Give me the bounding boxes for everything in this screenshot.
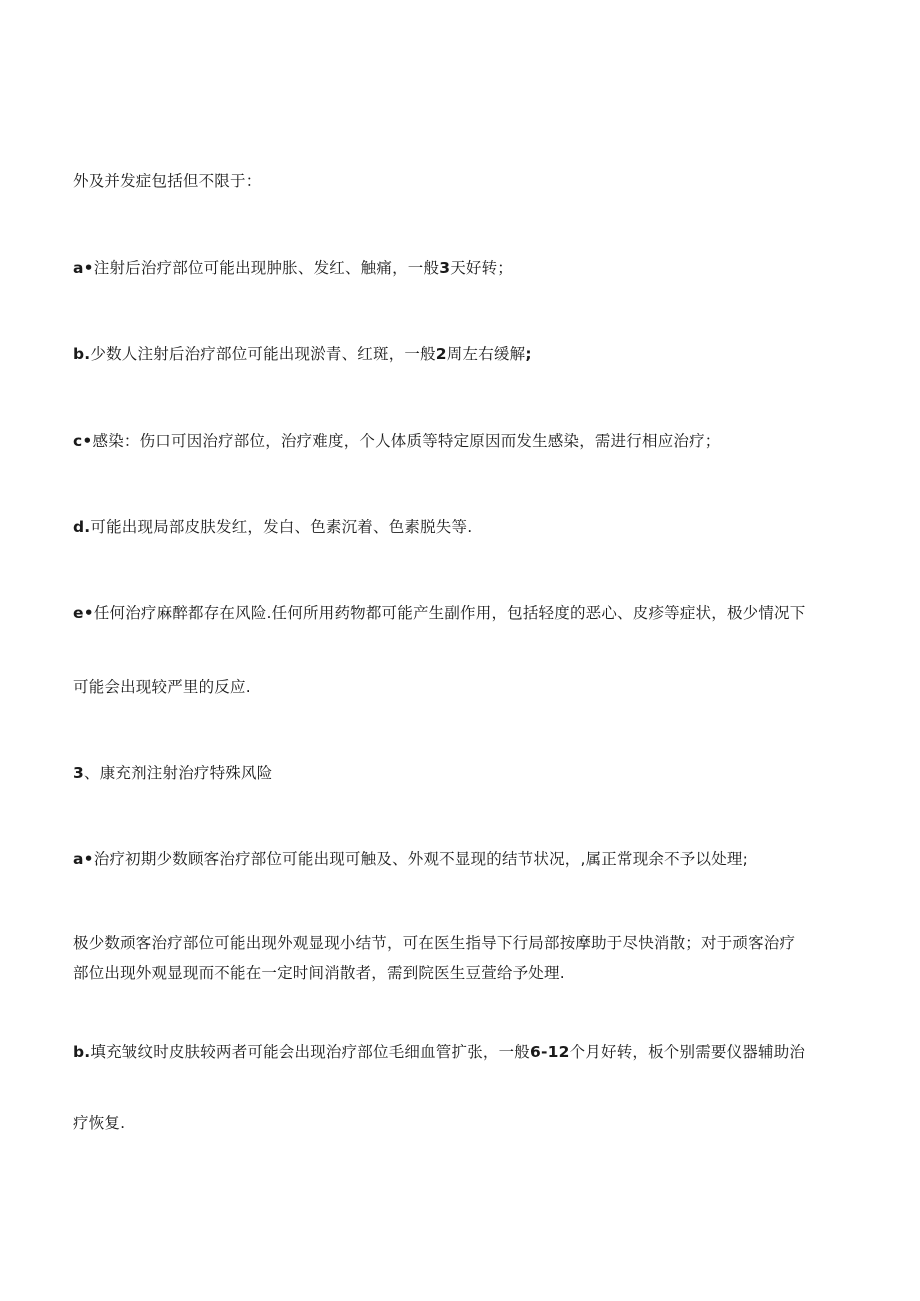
paragraph-text: 部位出现外观显现而不能在一定时间消散者，需到院医生豆萱给予处理. bbox=[73, 964, 565, 982]
section-3-item-b-continuation bbox=[73, 1112, 125, 1134]
item-number: 2 bbox=[435, 345, 447, 363]
item-text: 少数人注射后治疗部位可能出现淤青、红斑，一般 bbox=[90, 345, 436, 363]
item-marker: c• bbox=[73, 432, 93, 450]
item-number: 3 bbox=[439, 259, 451, 277]
list-item-e bbox=[73, 602, 805, 624]
item-marker: b. bbox=[73, 345, 91, 363]
item-marker: a• bbox=[73, 850, 94, 868]
item-text: 任何治疗麻醉都存在风险.任何所用药物都可能产生副作用，包括轻度的恶心、皮疹等症状，极少情况下 bbox=[93, 604, 806, 622]
item-text: 周左右缓解 bbox=[446, 345, 526, 363]
list-item-b bbox=[73, 343, 532, 365]
item-marker: d. bbox=[73, 518, 91, 536]
item-text: 注射后治疗部位可能出现肿胀、发红、触痛，一般 bbox=[93, 259, 440, 277]
item-number: 6-12 bbox=[530, 1043, 570, 1061]
list-item-a bbox=[73, 257, 513, 279]
item-text: 感染：伤口可因治疗部位，治疗难度，个人体质等特定原因而发生感染，需进行相应治疗； bbox=[92, 432, 721, 450]
section-3-paragraph-line-2 bbox=[73, 962, 565, 984]
item-marker: b. bbox=[73, 1043, 91, 1061]
item-text: 疗恢复. bbox=[73, 1114, 126, 1132]
section-number: 3 bbox=[73, 764, 84, 782]
item-text: 可能会出现较严里的反应. bbox=[73, 678, 251, 696]
section-3-paragraph-line-1 bbox=[73, 932, 795, 954]
section-title: 、康充剂注射治疗特殊风险 bbox=[84, 764, 273, 782]
list-item-e-continuation bbox=[73, 676, 251, 698]
item-text: 填充皱纹时皮肤较两者可能会出现治疗部位毛细血管扩张，一般 bbox=[90, 1043, 530, 1061]
section-3-item-a bbox=[73, 848, 748, 870]
item-marker: e• bbox=[73, 604, 94, 622]
intro-text: 外及并发症包括但不限于： bbox=[73, 172, 262, 190]
item-text: 治疗初期少数顾客治疗部位可能出现可触及、外观不显现的结节状况，,属正常现余不予以处理; bbox=[93, 850, 749, 868]
item-marker: a• bbox=[73, 259, 94, 277]
list-item-d bbox=[73, 516, 472, 538]
item-text: 个月好转，板个别需要仪器辅助治 bbox=[569, 1043, 806, 1061]
item-text: 可能出现局部皮肤发红，发白、色素沉着、色素脱失等. bbox=[90, 518, 473, 536]
intro-line bbox=[73, 170, 261, 192]
section-3-item-b bbox=[73, 1041, 805, 1063]
section-3-heading bbox=[73, 762, 272, 784]
item-text: 天好转； bbox=[450, 259, 513, 277]
list-item-c bbox=[73, 430, 721, 452]
item-end-punct: ; bbox=[525, 345, 532, 363]
paragraph-text: 极少数顽客治疗部位可能出现外观显现小结节，可在医生指导下行局部按摩助于尽快消散；对于顽客治疗 bbox=[73, 934, 796, 952]
